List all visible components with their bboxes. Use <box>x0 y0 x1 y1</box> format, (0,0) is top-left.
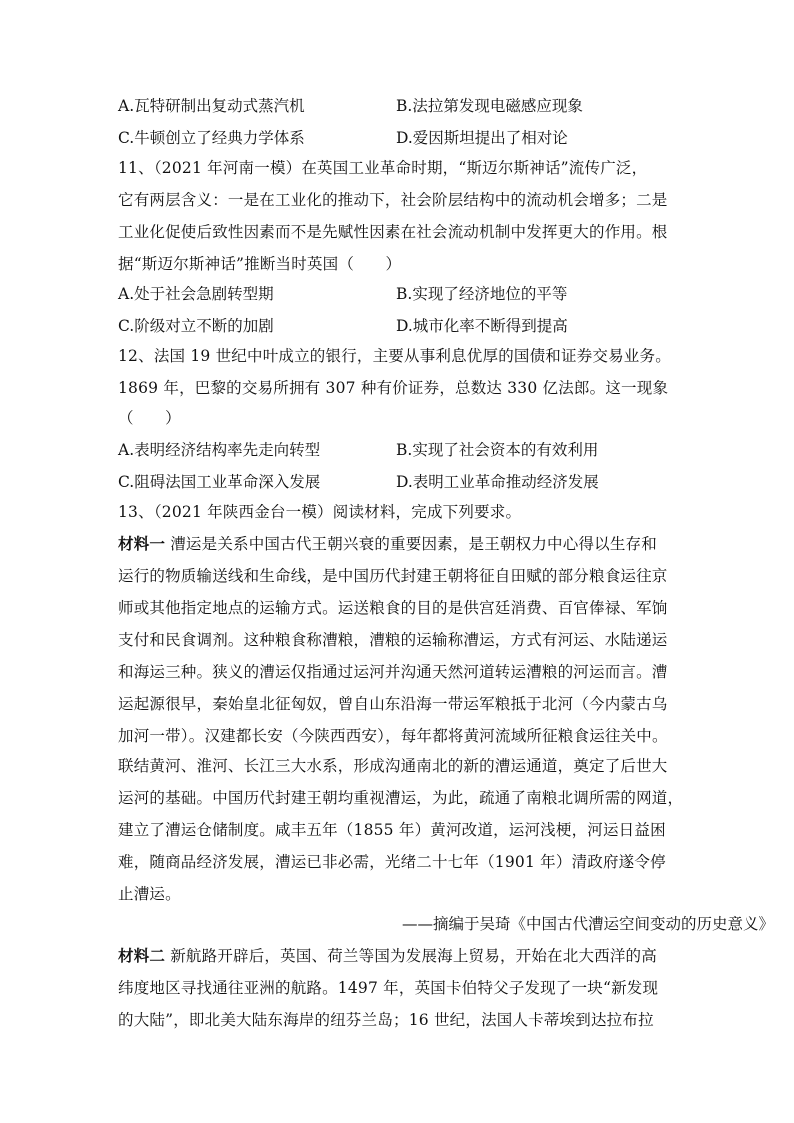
q12-options-row-2 <box>118 472 678 492</box>
q13-text-line-1: 13、（2021 年陕西金台一模）阅读材料，完成下列要求。 <box>118 503 522 521</box>
q11-option-d: D.城市化率不断得到提高 <box>396 317 568 335</box>
q12-text-line-3: （ ） <box>118 409 181 427</box>
material1-line-5: 和海运三种。狭义的漕运仅指通过运河并沟通天然河道转运漕粮的河运而言。漕 <box>118 663 668 681</box>
material1-line-12: 止漕运。 <box>118 885 181 903</box>
material2-line-2: 纬度地区寻找通往亚洲的航路。1497 年，英国卡伯特父子发现了一块“新发现 <box>118 979 659 997</box>
q11-text-line-1: 11、（2021 年河南一模）在英国工业革命时期，“斯迈尔斯神话”流传广泛， <box>118 159 648 177</box>
material1-line-10: 建立了漕运仓储制度。咸丰五年（1855 年）黄河改道，运河浅梗，河运日益困 <box>118 821 666 839</box>
material2-label: 材料二 <box>118 946 166 965</box>
material1-line-6: 运起源很早，秦始皇北征匈奴，曾自山东沿海一带运军粮抵于北河（今内蒙古乌 <box>118 695 668 713</box>
q10-option-c: C.牛顿创立了经典力学体系 <box>118 129 305 147</box>
material1-line-11: 难，随商品经济发展，漕运已非必需，光绪二十七年（1901 年）清政府遂令停 <box>118 853 666 871</box>
q10-option-a: A.瓦特研制出复动式蒸汽机 <box>118 97 305 115</box>
q12-text-line-1: 12、法国 19 世纪中叶成立的银行，主要从事利息优厚的国债和证券交易业务。 <box>118 347 671 365</box>
material1-line-8: 联结黄河、淮河、长江三大水系，形成沟通南北的新的漕运通道，奠定了后世大 <box>118 757 668 775</box>
q10-option-b: B.法拉第发现电磁感应现象 <box>396 97 583 115</box>
material1-line-7: 加河一带）。汉建都长安（今陕西西安），每年都将黄河流域所征粮食运往关中。 <box>118 727 668 745</box>
q10-options-row-1 <box>118 96 678 116</box>
q12-option-b: B.实现了社会资本的有效利用 <box>396 441 599 459</box>
material1-line-9: 运河的基础。中国历代封建王朝均重视漕运，为此，疏通了南粮北调所需的网道， <box>118 789 684 807</box>
material2-line-1-text: 新航路开辟后，英国、荷兰等国为发展海上贸易，开始在北大西洋的高 <box>165 947 657 965</box>
q10-option-d: D.爱因斯坦提出了相对论 <box>396 129 568 147</box>
q11-text-line-3: 工业化促使后致性因素而不是先赋性因素在社会流动机制中发挥更大的作用。根 <box>118 223 668 241</box>
material1-line-3: 师或其他指定地点的运输方式。运送粮食的目的是供宫廷消费、百官俸禄、军饷 <box>118 599 668 617</box>
q11-option-b: B.实现了经济地位的平等 <box>396 285 568 303</box>
q12-text-line-2: 1869 年，巴黎的交易所拥有 307 种有价证券，总数达 330 亿法郎。这一现象 <box>118 379 669 397</box>
q11-options-row-1 <box>118 284 678 304</box>
material1-source: ——摘编于吴琦《中国古代漕运空间变动的历史意义》 <box>402 915 775 933</box>
material1-label: 材料一 <box>118 534 166 553</box>
q11-text-line-4: 据“斯迈尔斯神话”推断当时英国（ ） <box>118 255 402 273</box>
q11-option-c: C.阶级对立不断的加剧 <box>118 317 274 335</box>
q12-option-a: A.表明经济结构率先走向转型 <box>118 441 321 459</box>
q11-options-row-2 <box>118 316 678 336</box>
q10-options-row-2 <box>118 128 678 148</box>
material1-line-4: 支付和民食调剂。这种粮食称漕粮，漕粮的运输称漕运，方式有河运、水陆递运 <box>118 631 668 649</box>
material1-line-2: 运行的物质输送线和生命线，是中国历代封建王朝将征自田赋的部分粮食运往京 <box>118 567 668 585</box>
q11-option-a: A.处于社会急剧转型期 <box>118 285 274 303</box>
material1-line-1 <box>118 534 657 554</box>
q12-option-d: D.表明工业革命推动经济发展 <box>396 473 599 491</box>
q12-options-row-1 <box>118 440 678 460</box>
q12-option-c: C.阻碍法国工业革命深入发展 <box>118 473 321 491</box>
material1-line-1-text: 漕运是关系中国古代王朝兴衰的重要因素，是王朝权力中心得以生存和 <box>165 535 657 553</box>
material2-line-1 <box>118 946 657 966</box>
q11-text-line-2: 它有两层含义：一是在工业化的推动下，社会阶层结构中的流动机会增多；二是 <box>118 191 668 209</box>
material2-line-3: 的大陆”，即北美大陆东海岸的纽芬兰岛；16 世纪，法国人卡蒂埃到达拉布拉 <box>118 1011 654 1029</box>
